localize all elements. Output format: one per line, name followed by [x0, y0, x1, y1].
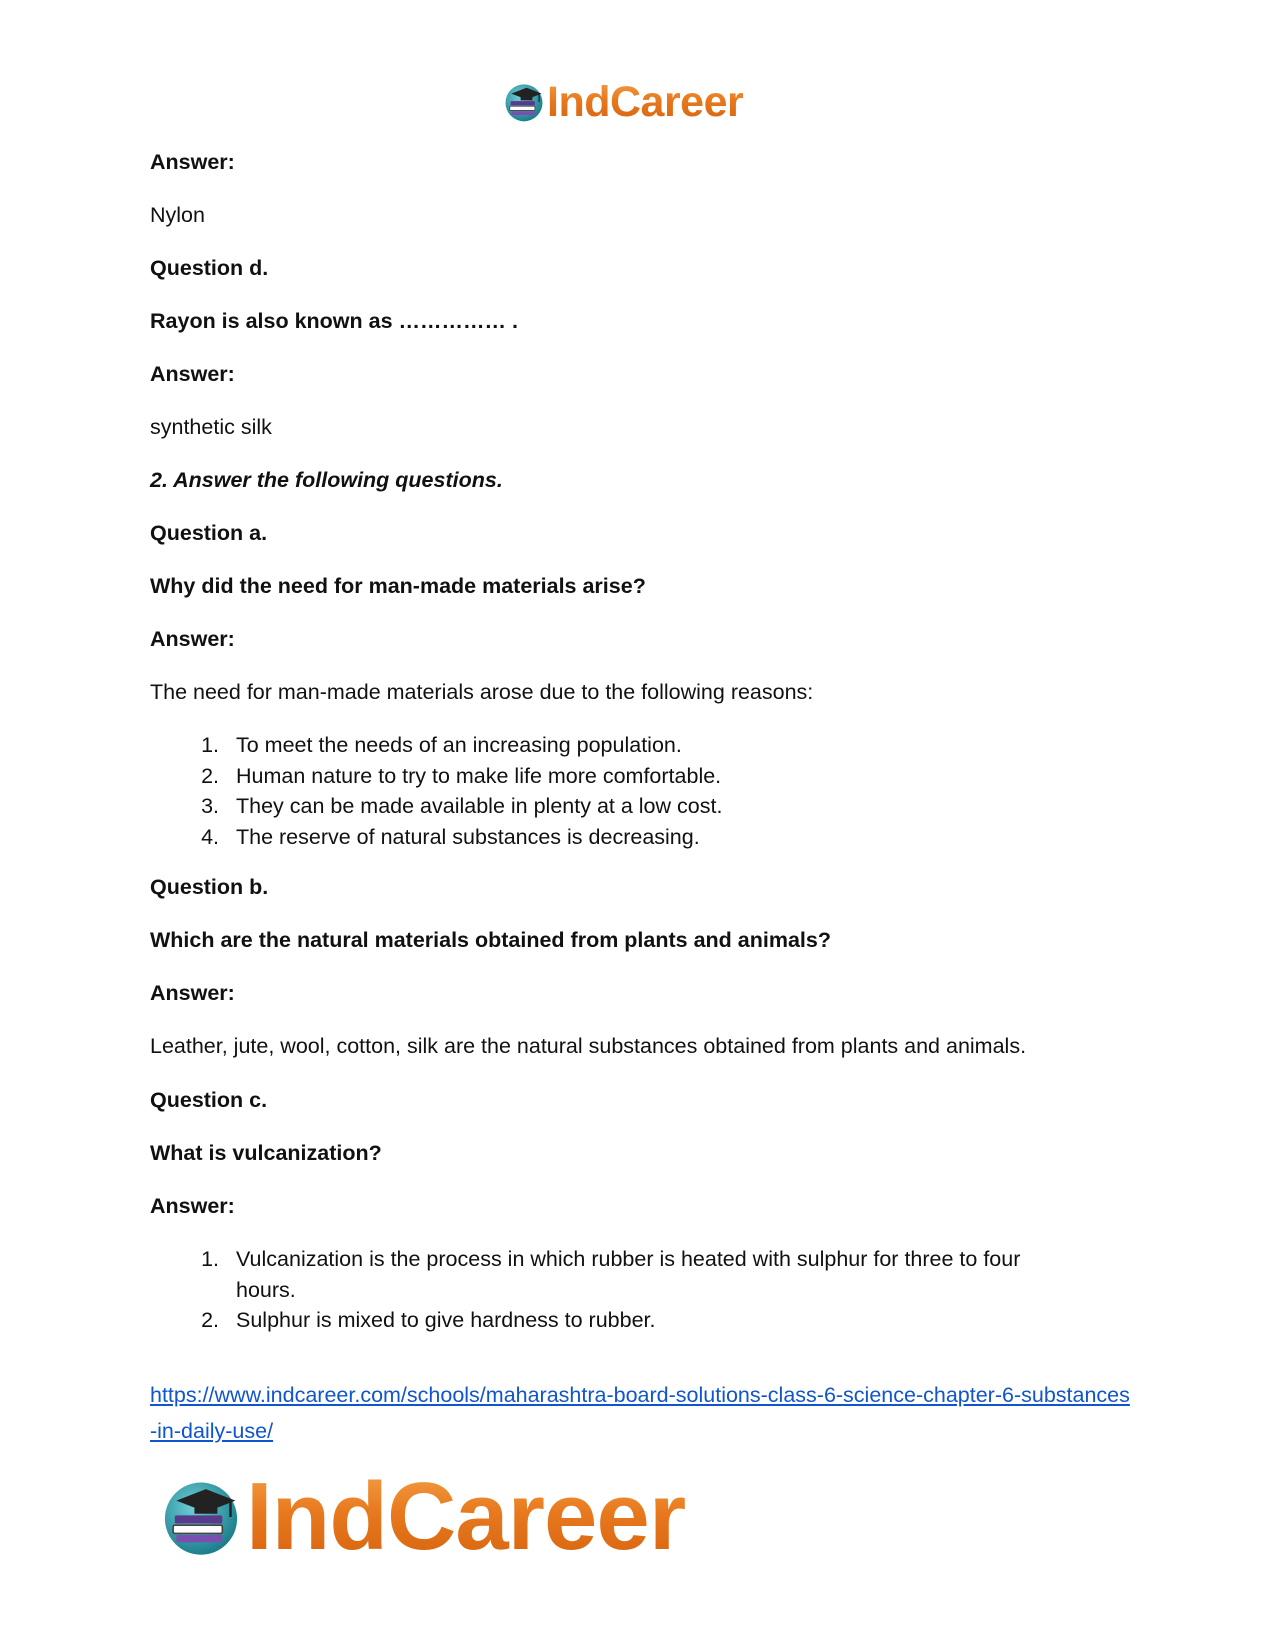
list-item: 4. The reserve of natural substances is decreasing.: [225, 822, 1130, 853]
list-item: 3. They can be made available in plenty at a low cost.: [225, 791, 1130, 822]
answer-intro: The need for man-made materials arose due to the following reasons:: [150, 680, 814, 704]
answer-text: Nylon: [150, 203, 205, 227]
list-item: 2. Sulphur is mixed to give hardness to rubber.: [225, 1305, 1075, 1336]
question-text: Which are the natural materials obtained from plants and animals?: [150, 928, 831, 952]
vulcanization-list: [150, 1244, 1075, 1336]
list-item: 1. To meet the needs of an increasing population.: [225, 730, 1130, 761]
logo-text: IndCareer: [547, 78, 744, 126]
graduation-cap-book-globe-icon: [160, 1476, 242, 1558]
answer-text: synthetic silk: [150, 415, 272, 439]
question-label: Question d.: [150, 256, 269, 280]
answer-text: Leather, jute, wool, cotton, silk are the natural substances obtained from plants and animals.: [150, 1034, 1027, 1058]
list-item: 2. Human nature to try to make life more comfortable.: [225, 761, 1130, 792]
question-text: What is vulcanization?: [150, 1141, 382, 1165]
list-item: 1. Vulcanization is the process in which rubber is heated with sulphur for three to four hours.: [225, 1244, 1075, 1305]
question-label: Question b.: [150, 875, 269, 899]
answer-label: Answer:: [150, 981, 235, 1005]
answer-label: Answer:: [150, 627, 235, 651]
answer-label: Answer:: [150, 150, 235, 174]
reasons-list: [150, 730, 1130, 852]
source-link[interactable]: https://www.indcareer.com/schools/maharashtra-board-solutions-class-6-science-chapter-6-substances-in-daily-use/: [150, 1383, 1130, 1443]
footer-logo: [160, 1465, 685, 1569]
answer-label: Answer:: [150, 1194, 235, 1218]
question-text: Why did the need for man-made materials arise?: [150, 574, 646, 598]
graduation-cap-book-globe-icon: [503, 81, 545, 123]
answer-label: Answer:: [150, 362, 235, 386]
section-heading: 2. Answer the following questions.: [150, 468, 503, 492]
question-text: Rayon is also known as …………… .: [150, 309, 518, 333]
logo-text: IndCareer: [246, 1463, 686, 1570]
question-label: Question a.: [150, 521, 268, 545]
header-logo: [503, 78, 743, 126]
question-label: Question c.: [150, 1088, 268, 1112]
